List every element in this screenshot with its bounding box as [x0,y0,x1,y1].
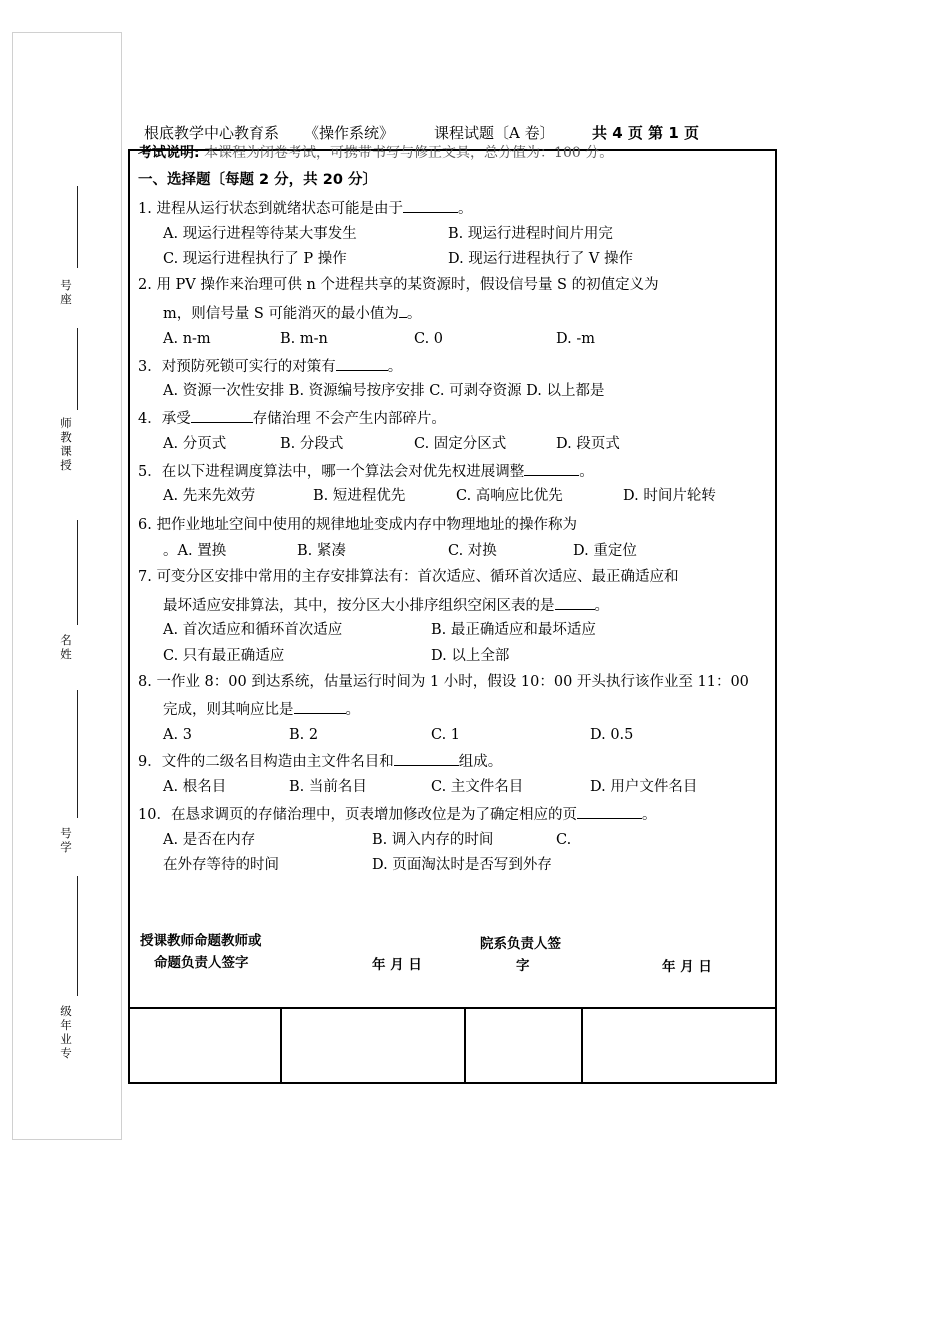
q8-option-b: B. 2 [289,727,319,743]
header-title: 课程试题〔A 卷〕 [434,124,555,142]
q10-option-a: A. 是否在内存 [163,832,256,848]
q5-stem: 5．在以下进程调度算法中，哪一个算法会对优先权进展调整 [138,464,525,480]
answer-blank [294,698,346,714]
teacher-signature-label-1: 授课教师命题教师或 [140,933,262,949]
answer-blank [399,302,407,318]
q9-option-c: C. 主文件名目 [431,779,524,795]
q5-option-c: C. 高响应比优先 [456,488,563,504]
question-9 [138,750,502,772]
q6-option-c: C. 对换 [448,543,497,559]
binding-strip [12,32,122,1140]
question-6: 6. 把作业地址空间中使用的规律地址变成内存中物理地址的操作称为 [138,517,577,533]
answer-blank [577,803,642,819]
question-4 [138,407,446,429]
q3-end: 。 [387,359,403,375]
q4-option-d: D. 段页式 [556,436,620,452]
q6-option-d: D. 重定位 [573,543,637,559]
q2-option-d: D. -m [556,331,595,347]
q8-option-c: C. 1 [431,727,461,743]
q4-option-c: C. 固定分区式 [414,436,507,452]
dept-signature-date: 年 月 日 [662,959,712,975]
teacher-signature-date: 年 月 日 [372,957,422,973]
q10-end: 。 [641,807,657,823]
binding-line [77,186,78,268]
q10-option-c-text: 在外存等待的时间 [163,857,279,873]
grading-cell-divider [464,1009,466,1082]
q8-stem2: 完成，则其响应比是 [163,702,294,718]
q8-end: 。 [345,702,360,718]
binding-label-student-id: 号学 [60,826,72,854]
q1-stem: 1. 进程从运行状态到就绪状态可能是由于 [138,201,403,217]
q8-option-a: A. 3 [163,727,192,743]
question-1 [138,197,472,219]
q1-option-b: B. 现运行进程时间片用完 [448,226,613,242]
answer-blank [555,594,595,610]
q5-option-a: A. 先来先效劳 [163,488,256,504]
q5-end: 。 [579,464,594,480]
q1-option-a: A. 现运行进程等待某大事发生 [163,226,357,242]
q2-end: 。 [406,306,422,322]
binding-label-teacher: 师教课授 [60,416,72,472]
binding-line [77,520,78,625]
dept-signature-label-2: 字 [516,958,530,974]
question-3 [138,355,402,377]
q9-option-a: A. 根名目 [163,779,227,795]
header-dept: 根底教学中心教育系 [144,124,280,142]
q2-stem-cont [163,302,421,324]
q7-option-c: C. 只有最正确适应 [163,648,285,664]
answer-blank [394,750,459,766]
q9-end: 组成。 [458,754,503,770]
q2-option-b: B. m-n [280,331,328,347]
header-course: 《操作系统》 [304,124,395,142]
q7-option-a: A. 首次适应和循环首次适应 [163,622,343,638]
teacher-signature-label-2: 命题负责人签字 [154,955,249,971]
dept-signature-label-1: 院系负责人签 [480,936,561,952]
q2-option-a: A. n-m [163,331,211,347]
q6-option-a: 。A. 置换 [163,543,227,559]
q8-stem-cont [163,698,360,720]
exam-header [144,122,770,142]
q1-option-d: D. 现运行进程执行了 V 操作 [448,251,634,267]
q7-option-d: D. 以上全部 [431,648,510,664]
question-5 [138,460,594,482]
q4-option-b: B. 分段式 [280,436,344,452]
q3-stem: 3．对预防死锁可实行的对策有 [138,359,336,375]
binding-label-seat: 号座 [60,278,72,306]
q3-options: A. 资源一次性安排 B. 资源编号按序安排 C. 可剥夺资源 D. 以上都是 [163,383,605,399]
binding-line [77,690,78,818]
q4-rest: 存储治理 不会产生内部碎片。 [252,411,446,427]
q2-option-c: C. 0 [414,331,444,347]
question-2: 2. 用 PV 操作来治理可供 n 个进程共享的某资源时，假设信号量 S 的初值定义为 [138,277,659,293]
section-title: 一、选择题〔每题 2 分，共 20 分〕 [138,172,377,188]
question-7: 7. 可变分区安排中常用的主存安排算法有：首次适应、循环首次适应、最正确适应和 [138,569,679,585]
grading-cell-divider [280,1009,282,1082]
q10-option-d: D. 页面淘汰时是否写到外存 [372,857,552,873]
q10-option-c-label: C. [556,832,572,848]
binding-line [77,328,78,410]
q7-stem2: 最坏适应安排算法，其中，按分区大小排序组织空闲区表的是 [163,598,555,614]
q9-stem: 9．文件的二级名目构造由主文件名目和 [138,754,394,770]
header-pages: 共 4 页 第 1 页 [592,124,699,142]
q7-stem-cont [163,594,609,616]
q5-option-d: D. 时间片轮转 [623,488,716,504]
instructions-text: 本课程为闭卷考试，可携带书写与修正文具，总分值为：100 分。 [204,145,614,161]
q9-option-b: B. 当前名目 [289,779,367,795]
binding-label-major: 级年业专 [60,1004,72,1060]
q1-option-c: C. 现运行进程执行了 P 操作 [163,251,347,267]
question-8: 8. 一作业 8：00 到达系统，估量运行时间为 1 小时，假设 10：00 开头执行该作业至 11：00 [138,674,749,690]
answer-blank [191,407,253,423]
answer-blank [524,460,579,476]
q1-end: 。 [457,201,473,217]
q7-option-b: B. 最正确适应和最坏适应 [431,622,596,638]
q5-option-b: B. 短进程优先 [313,488,406,504]
q10-option-b: B. 调入内存的时间 [372,832,494,848]
q4-option-a: A. 分页式 [163,436,227,452]
q10-stem: 10．在恳求调页的存储治理中，页表增加修改位是为了确定相应的页 [138,807,577,823]
answer-blank [336,355,388,371]
q9-option-d: D. 用户文件名目 [590,779,698,795]
q6-option-b: B. 紧凑 [297,543,346,559]
grading-row [128,1007,777,1084]
q4-stem: 4．承受 [138,411,191,427]
q8-option-d: D. 0.5 [590,727,634,743]
binding-label-name: 名姓 [60,633,72,661]
q7-end: 。 [594,598,609,614]
q2-stem2: m，则信号量 S 可能消灭的最小值为 [163,306,399,322]
answer-blank [403,197,458,213]
grading-cell-divider [581,1009,583,1082]
binding-line [77,876,78,996]
question-10 [138,803,656,825]
instructions-label: 考试说明: [138,145,200,161]
exam-instructions [138,144,613,162]
